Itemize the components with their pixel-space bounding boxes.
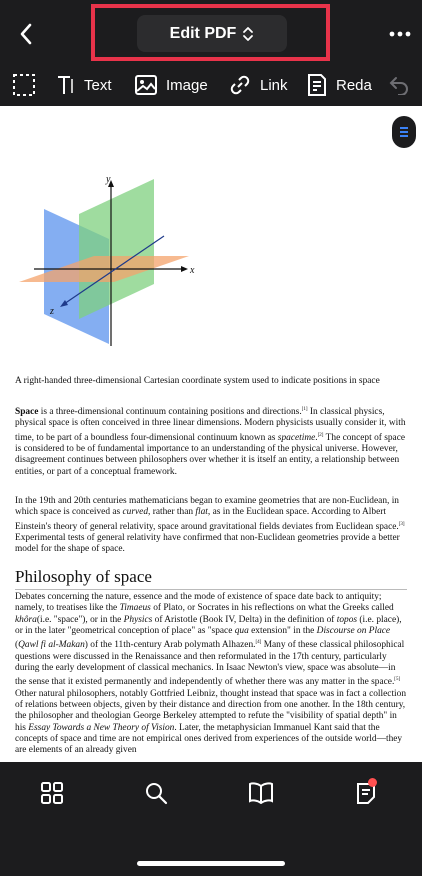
- edit-toolbar: [0, 64, 422, 106]
- select-tool-button[interactable]: [12, 70, 36, 100]
- redact-tool-label: Reda: [336, 76, 372, 94]
- dashed-selection-icon: [12, 73, 36, 97]
- text-tool-label: Text: [84, 76, 112, 94]
- image-icon: [134, 74, 158, 96]
- paragraph-philosophy: Debates concerning the nature, essence and the mode of existence of space date back to antiquity; namely, to treatises like the Timaeus of Plato, or Socrates in his reflections on what the Greeks called khôra(i.e. "space"), or in the Physics of Aristotle (Book IV, Delta) in the definition of topos (i.e. place), or in the later "geometrical conception of place" as "space qua extension" in the Discourse on Place (Qawl fi al-Makan) of the 11th-century Arab polymath Alhazen.[4] Many of these classical philosophical questions were discussed in the Renaissance and then reformulated in the 17th century, particularly during the early development of classical mechanics. In Isaac Newton's view, space was absolute—in the sense that it existed permanently and independently of whether there was any matter in the space.[5] Other natural philosophers, notably Gottfried Leibniz, thought instead that space was in fact a collection of relations between objects, given by their distance and direction from one another. In the 18th century, the philosopher and theologian George Berkeley attempted to refute the "visibility of spatial depth" in his Essay Towards a New Theory of Vision. Later, the metaphysician Immanuel Kant said that the concepts of space and time are not empirical ones derived from experiences of the outside world—they are elements of an already given: [15, 592, 407, 756]
- paragraph-space-definition: Space is a three-dimensional continuum containing positions and directions.[1] In classical physics, physical space is often conceived in three linear dimensions. Modern physicists usually consider it, with time, to be part of a boundless four-dimensional continuum known as spacetime.[2] The concept of space is considered to be of fundamental importance to an understanding of the physical universe. However, disagreement continues between philosophers over whether it is itself an entity, a relationship between entities, or part of a conceptual framework.: [15, 407, 406, 477]
- cartesian-coordinate-figure: [14, 174, 214, 354]
- search-icon: [144, 781, 168, 805]
- image-tool-label: Image: [166, 76, 208, 94]
- reading-mode-button[interactable]: [241, 776, 281, 810]
- text-tool-button[interactable]: [56, 70, 112, 100]
- z-axis-label: z: [50, 306, 54, 317]
- search-button[interactable]: [136, 776, 176, 810]
- reference-5[interactable]: [5]: [394, 677, 401, 683]
- ellipsis-icon: [389, 31, 411, 37]
- page-title: Edit PDF: [169, 24, 237, 42]
- x-axis-label: x: [190, 265, 195, 276]
- pdf-page[interactable]: [0, 106, 422, 762]
- section-heading: Philosophy of space: [15, 567, 407, 590]
- reference-4[interactable]: [4]: [255, 640, 262, 646]
- reference-1[interactable]: [1]: [301, 407, 308, 412]
- term-space: Space: [15, 407, 39, 418]
- green-plane: [79, 179, 154, 319]
- redact-document-icon: [306, 73, 328, 97]
- undo-button[interactable]: [376, 64, 422, 106]
- redact-tool-button[interactable]: [306, 70, 372, 100]
- link-icon: [228, 73, 252, 97]
- top-navigation-bar: [0, 0, 422, 64]
- home-indicator: [137, 861, 285, 866]
- chevron-left-icon: [19, 23, 33, 45]
- scroll-handle[interactable]: [392, 116, 416, 148]
- figure-caption: A right-handed three-dimensional Cartesian coordinate system used to indicate positions in space: [15, 376, 380, 386]
- notification-dot: [368, 778, 377, 787]
- undo-icon: [388, 75, 410, 95]
- annotations-button[interactable]: [346, 776, 386, 810]
- chevron-up-down-icon: [242, 26, 254, 42]
- paragraph-non-euclidean: In the 19th and 20th centuries mathematicians began to examine geometries that are non-Euclidean, in which space is conceived as curved, rather than flat, as in the Euclidean space. According to Albert Einstein's theory of general relativity, space around gravitational fields deviates from Euclidean space.[3] Experimental tests of general relativity have confirmed that non-Euclidean geometries provide a better model for the shape of space.: [15, 496, 405, 555]
- bottom-tab-bar: [0, 762, 422, 876]
- grid-icon: [40, 781, 64, 805]
- image-tool-button[interactable]: [134, 70, 208, 100]
- back-button[interactable]: [12, 18, 40, 50]
- drag-lines-icon: [399, 126, 409, 138]
- edit-mode-selector[interactable]: [137, 15, 287, 52]
- link-tool-label: Link: [260, 76, 288, 94]
- text-cursor-icon: [56, 73, 76, 97]
- reference-2[interactable]: [2]: [317, 432, 324, 438]
- y-axis-label: y: [106, 174, 111, 185]
- link-tool-button[interactable]: [228, 70, 288, 100]
- thumbnails-button[interactable]: [32, 776, 72, 810]
- more-options-button[interactable]: [388, 22, 412, 46]
- reference-3[interactable]: [3]: [398, 521, 405, 527]
- book-icon: [248, 782, 274, 804]
